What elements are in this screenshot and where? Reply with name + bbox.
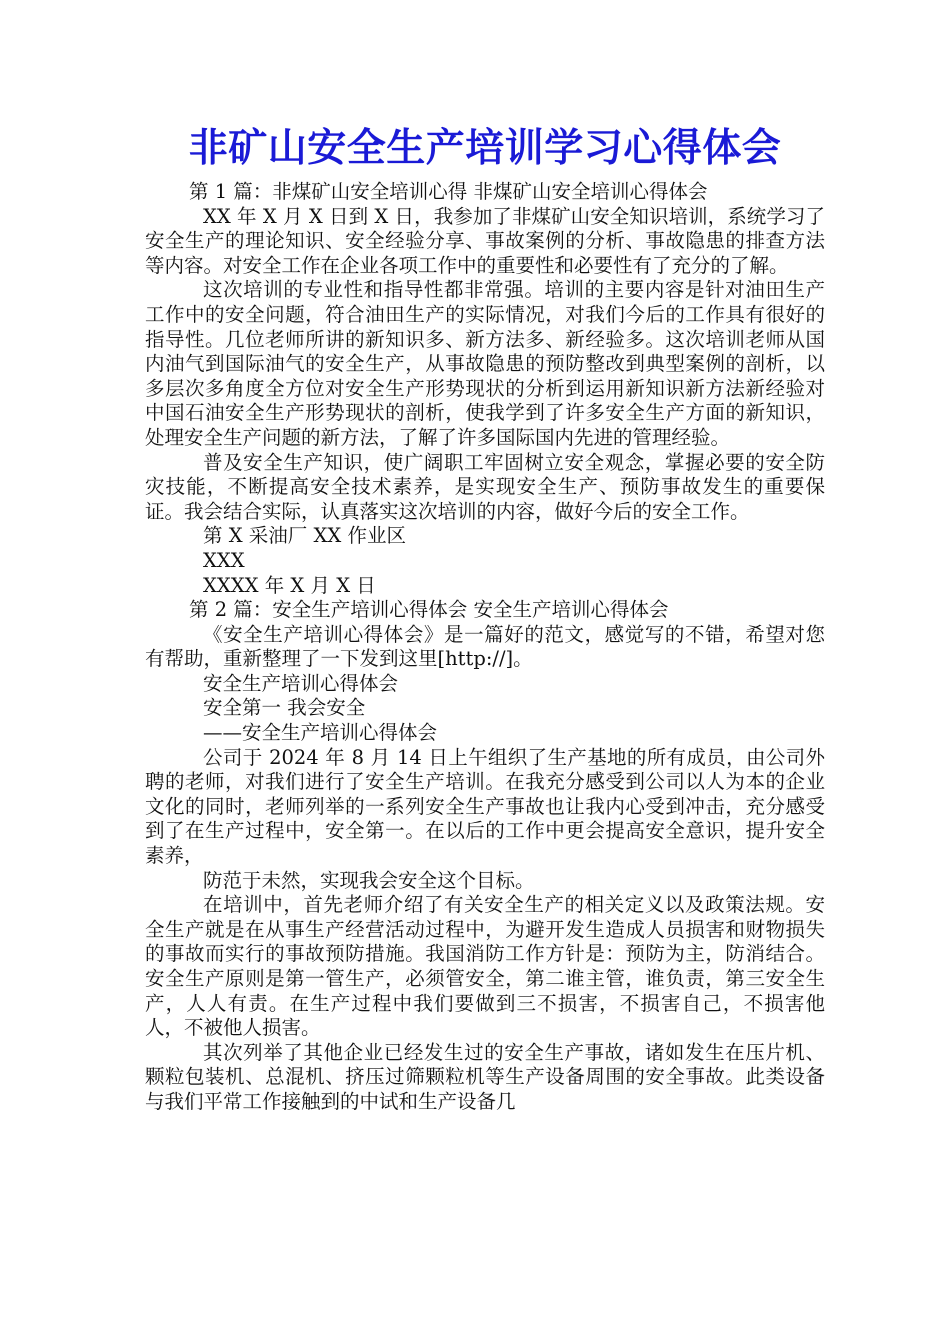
article-2-heading: 第 2 篇：安全生产培训心得体会 安全生产培训心得体会: [189, 598, 669, 622]
article-1-heading: 第 1 篇：非煤矿山安全培训心得 非煤矿山安全培训心得体会: [189, 180, 708, 203]
document-page: [145, 118, 825, 1115]
signature-date: XXXX 年 X 月 X 日: [203, 573, 376, 597]
subheading: 安全生产培训心得体会: [203, 671, 399, 695]
paragraph: 其次列举了其他企业已经发生过的安全生产事故，诸如发生在压片机、颗粒包装机、总混机、挤压过筛颗粒机等生产设备周围的安全事故。此类设备与我们平常工作接触到的中试和生产设备几: [145, 1040, 825, 1113]
subheading: ——安全生产培训心得体会: [203, 721, 438, 745]
subheading: 安全第一 我会安全: [203, 696, 366, 720]
paragraph: 《安全生产培训心得体会》是一篇好的范文，感觉写的不错，希望对您有帮助，重新整理了一下发到这里[http://]。: [145, 622, 825, 671]
signature-name: XXX: [203, 548, 245, 572]
document-title: 非矿山安全生产培训学习心得体会: [188, 126, 782, 171]
paragraph: 普及安全生产知识，使广阔职工牢固树立安全观念，掌握必要的安全防灾技能，不断提高安全技术素养，是实现安全生产、预防事故发生的重要保证。我会结合实际，认真落实这次培训的内容，做好今后的安全工作。: [145, 450, 825, 523]
paragraph: 这次培训的专业性和指导性都非常强。培训的主要内容是针对油田生产工作中的安全问题，符合油田生产的实际情况，对我们今后的工作具有很好的指导性。几位老师所讲的新知识多、新方法多、新经验多。这次培训老师从国内油气到国际油气的安全生产，从事故隐患的预防整改到典型案例的剖析，以多层次多角度全方位对安全生产形势现状的分析到运用新知识新方法新经验对中国石油安全生产形势现状的剖析，使我学到了许多安全生产方面的新知识，处理安全生产问题的新方法，了解了许多国际国内先进的管理经验。: [145, 278, 825, 449]
paragraph: XX 年 X 月 X 日到 X 日，我参加了非煤矿山安全知识培训，系统学习了安全生产的理论知识、安全经验分享、事故案例的分析、事故隐患的排查方法等内容。对安全工作在企业各项工作中的重要性和必要性有了充分的了解。: [145, 204, 825, 277]
paragraph: 公司于 2024 年 8 月 14 日上午组织了生产基地的所有成员，由公司外聘的老师，对我们进行了安全生产培训。在我充分感受到公司以人为本的企业文化的同时，老师列举的一系列安全生产事故也让我内心受到冲击，充分感受到了在生产过程中，安全第一。在以后的工作中更会提高安全意识，提升安全素养，: [145, 745, 825, 868]
paragraph: 防范于未然，实现我会安全这个目标。: [203, 868, 535, 892]
signature-unit: 第 X 采油厂 XX 作业区: [203, 524, 406, 548]
paragraph: 在培训中，首先老师介绍了有关安全生产的相关定义以及政策法规。安全生产就是在从事生产经营活动过程中，为避开发生造成人员损害和财物损失的事故而实行的事故预防措施。我国消防工作方针是：预防为主，防消结合。安全生产原则是第一管生产，必须管安全，第二谁主管，谁负责，第三安全生产，人人有责。在生产过程中我们要做到三不损害，不损害自己，不损害他人，不被他人损害。: [145, 893, 825, 1040]
